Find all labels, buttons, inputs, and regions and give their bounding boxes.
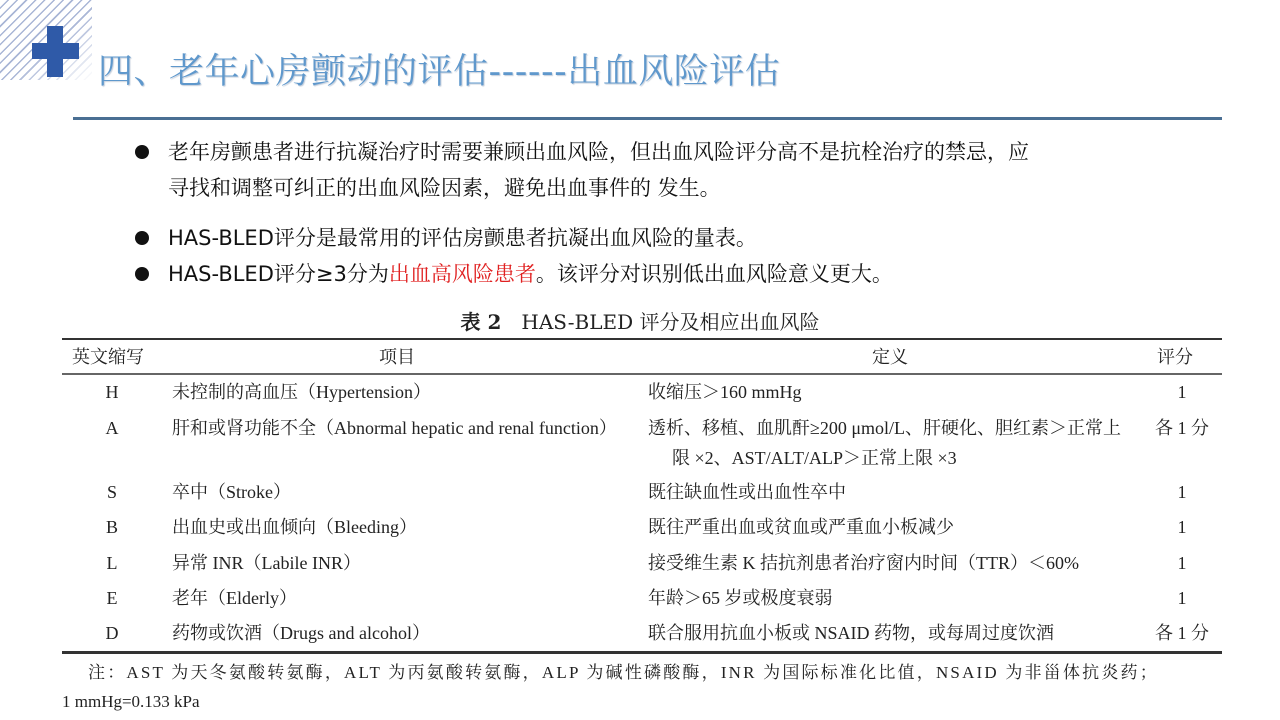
cell-item: 异常 INR（Labile INR） — [172, 553, 361, 573]
bullet-item — [133, 220, 1193, 256]
table-caption — [0, 308, 1280, 336]
cell-score: 1 — [1177, 482, 1187, 502]
cell-definition: 收缩压＞160 mmHg — [648, 382, 802, 402]
bullet-text-prefix: HAS-BLED评分≥3分为 — [168, 262, 389, 286]
cell-definition-line1: 透析、移植、血肌酐≥200 μmol/L、肝硬化、胆红素＞正常上 — [648, 418, 1122, 438]
table-header-rule — [62, 373, 1222, 375]
cell-definition: 联合服用抗血小板或 NSAID 药物，或每周过度饮酒 — [648, 623, 1054, 643]
bullet-text-suffix: 。该评分对识别低出血风险意义更大。 — [535, 262, 893, 286]
bullet-text: 老年房颤患者进行抗凝治疗时需要兼顾出血风险，但出血风险评分高不是抗栓治疗的禁忌，应 — [168, 140, 1029, 164]
bullet-dot-icon — [135, 231, 149, 245]
cell-item: 出血史或出血倾向（Bleeding） — [172, 517, 417, 537]
table-footnote — [62, 658, 1222, 716]
header-definition: 定义 — [872, 347, 908, 367]
cell-score: 1 — [1177, 553, 1187, 573]
header-score: 评分 — [1157, 347, 1193, 367]
cell-definition — [648, 414, 1148, 472]
cell-abbr: S — [106, 482, 117, 502]
cell-item: 药物或饮酒（Drugs and alcohol） — [172, 623, 430, 643]
cell-score: 1 — [1177, 382, 1187, 402]
table-caption-text: HAS-BLED 评分及相应出血风险 — [521, 310, 820, 334]
plus-cross-icon — [32, 26, 79, 77]
footnote-line2: 1 mmHg=0.133 kPa — [62, 692, 200, 711]
cell-definition: 既往严重出血或贫血或严重血小板减少 — [648, 517, 954, 537]
cell-item: 未控制的高血压（Hypertension） — [172, 382, 431, 402]
cell-abbr: E — [106, 588, 118, 608]
cell-abbr: L — [106, 553, 118, 573]
cell-abbr: D — [105, 623, 119, 643]
cell-item: 老年（Elderly） — [172, 588, 297, 608]
cell-abbr: H — [105, 382, 119, 402]
bullet-item — [133, 256, 1193, 292]
cell-abbr: A — [105, 418, 119, 438]
cell-item: 肝和或肾功能不全（Abnormal hepatic and renal function） — [172, 418, 617, 438]
cell-definition: 接受维生素 K 拮抗剂患者治疗窗内时间（TTR）＜60% — [648, 553, 1079, 573]
header-item: 项目 — [379, 347, 415, 367]
cell-abbr: B — [105, 517, 118, 537]
footnote-line1: 注：AST 为天冬氨酸转氨酶，ALT 为丙氨酸转氨酶，ALP 为碱性磷酸酶，INR 为国际标准化比值，NSAID 为非甾体抗炎药； — [88, 663, 1159, 682]
cell-definition-line2: 限 ×2、AST/ALT/ALP＞正常上限 ×3 — [672, 448, 957, 468]
cell-score: 1 — [1177, 588, 1187, 608]
bullet-highlight: 出血高风险患者 — [388, 262, 536, 286]
title-divider — [73, 117, 1222, 120]
table-bottom-rule — [62, 651, 1222, 654]
bullet-list — [133, 134, 1193, 292]
cell-definition: 既往缺血性或出血性卒中 — [648, 482, 846, 502]
table-header-row — [62, 340, 1222, 373]
bullet-dot-icon — [135, 145, 149, 159]
table-caption-number: 表 2 — [460, 310, 502, 334]
cell-item: 卒中（Stroke） — [172, 482, 291, 502]
cell-score: 各 1 分 — [1155, 623, 1209, 643]
cell-definition: 年龄＞65 岁或极度衰弱 — [648, 588, 833, 608]
cell-score: 1 — [1177, 517, 1187, 537]
cell-score: 各 1 分 — [1155, 418, 1209, 438]
bullet-item — [133, 134, 1193, 212]
bullet-text-continued: 寻找和调整可纠正的出血风险因素，避免出血事件的 发生。 — [168, 176, 721, 200]
slide-title: 四、老年心房颤动的评估------出血风险评估 — [98, 52, 781, 92]
header-abbr: 英文缩写 — [72, 347, 144, 367]
has-bled-table — [62, 340, 1222, 643]
bullet-text: HAS-BLED评分是最常用的评估房颤患者抗凝出血风险的量表。 — [168, 226, 757, 250]
bullet-dot-icon — [135, 267, 149, 281]
